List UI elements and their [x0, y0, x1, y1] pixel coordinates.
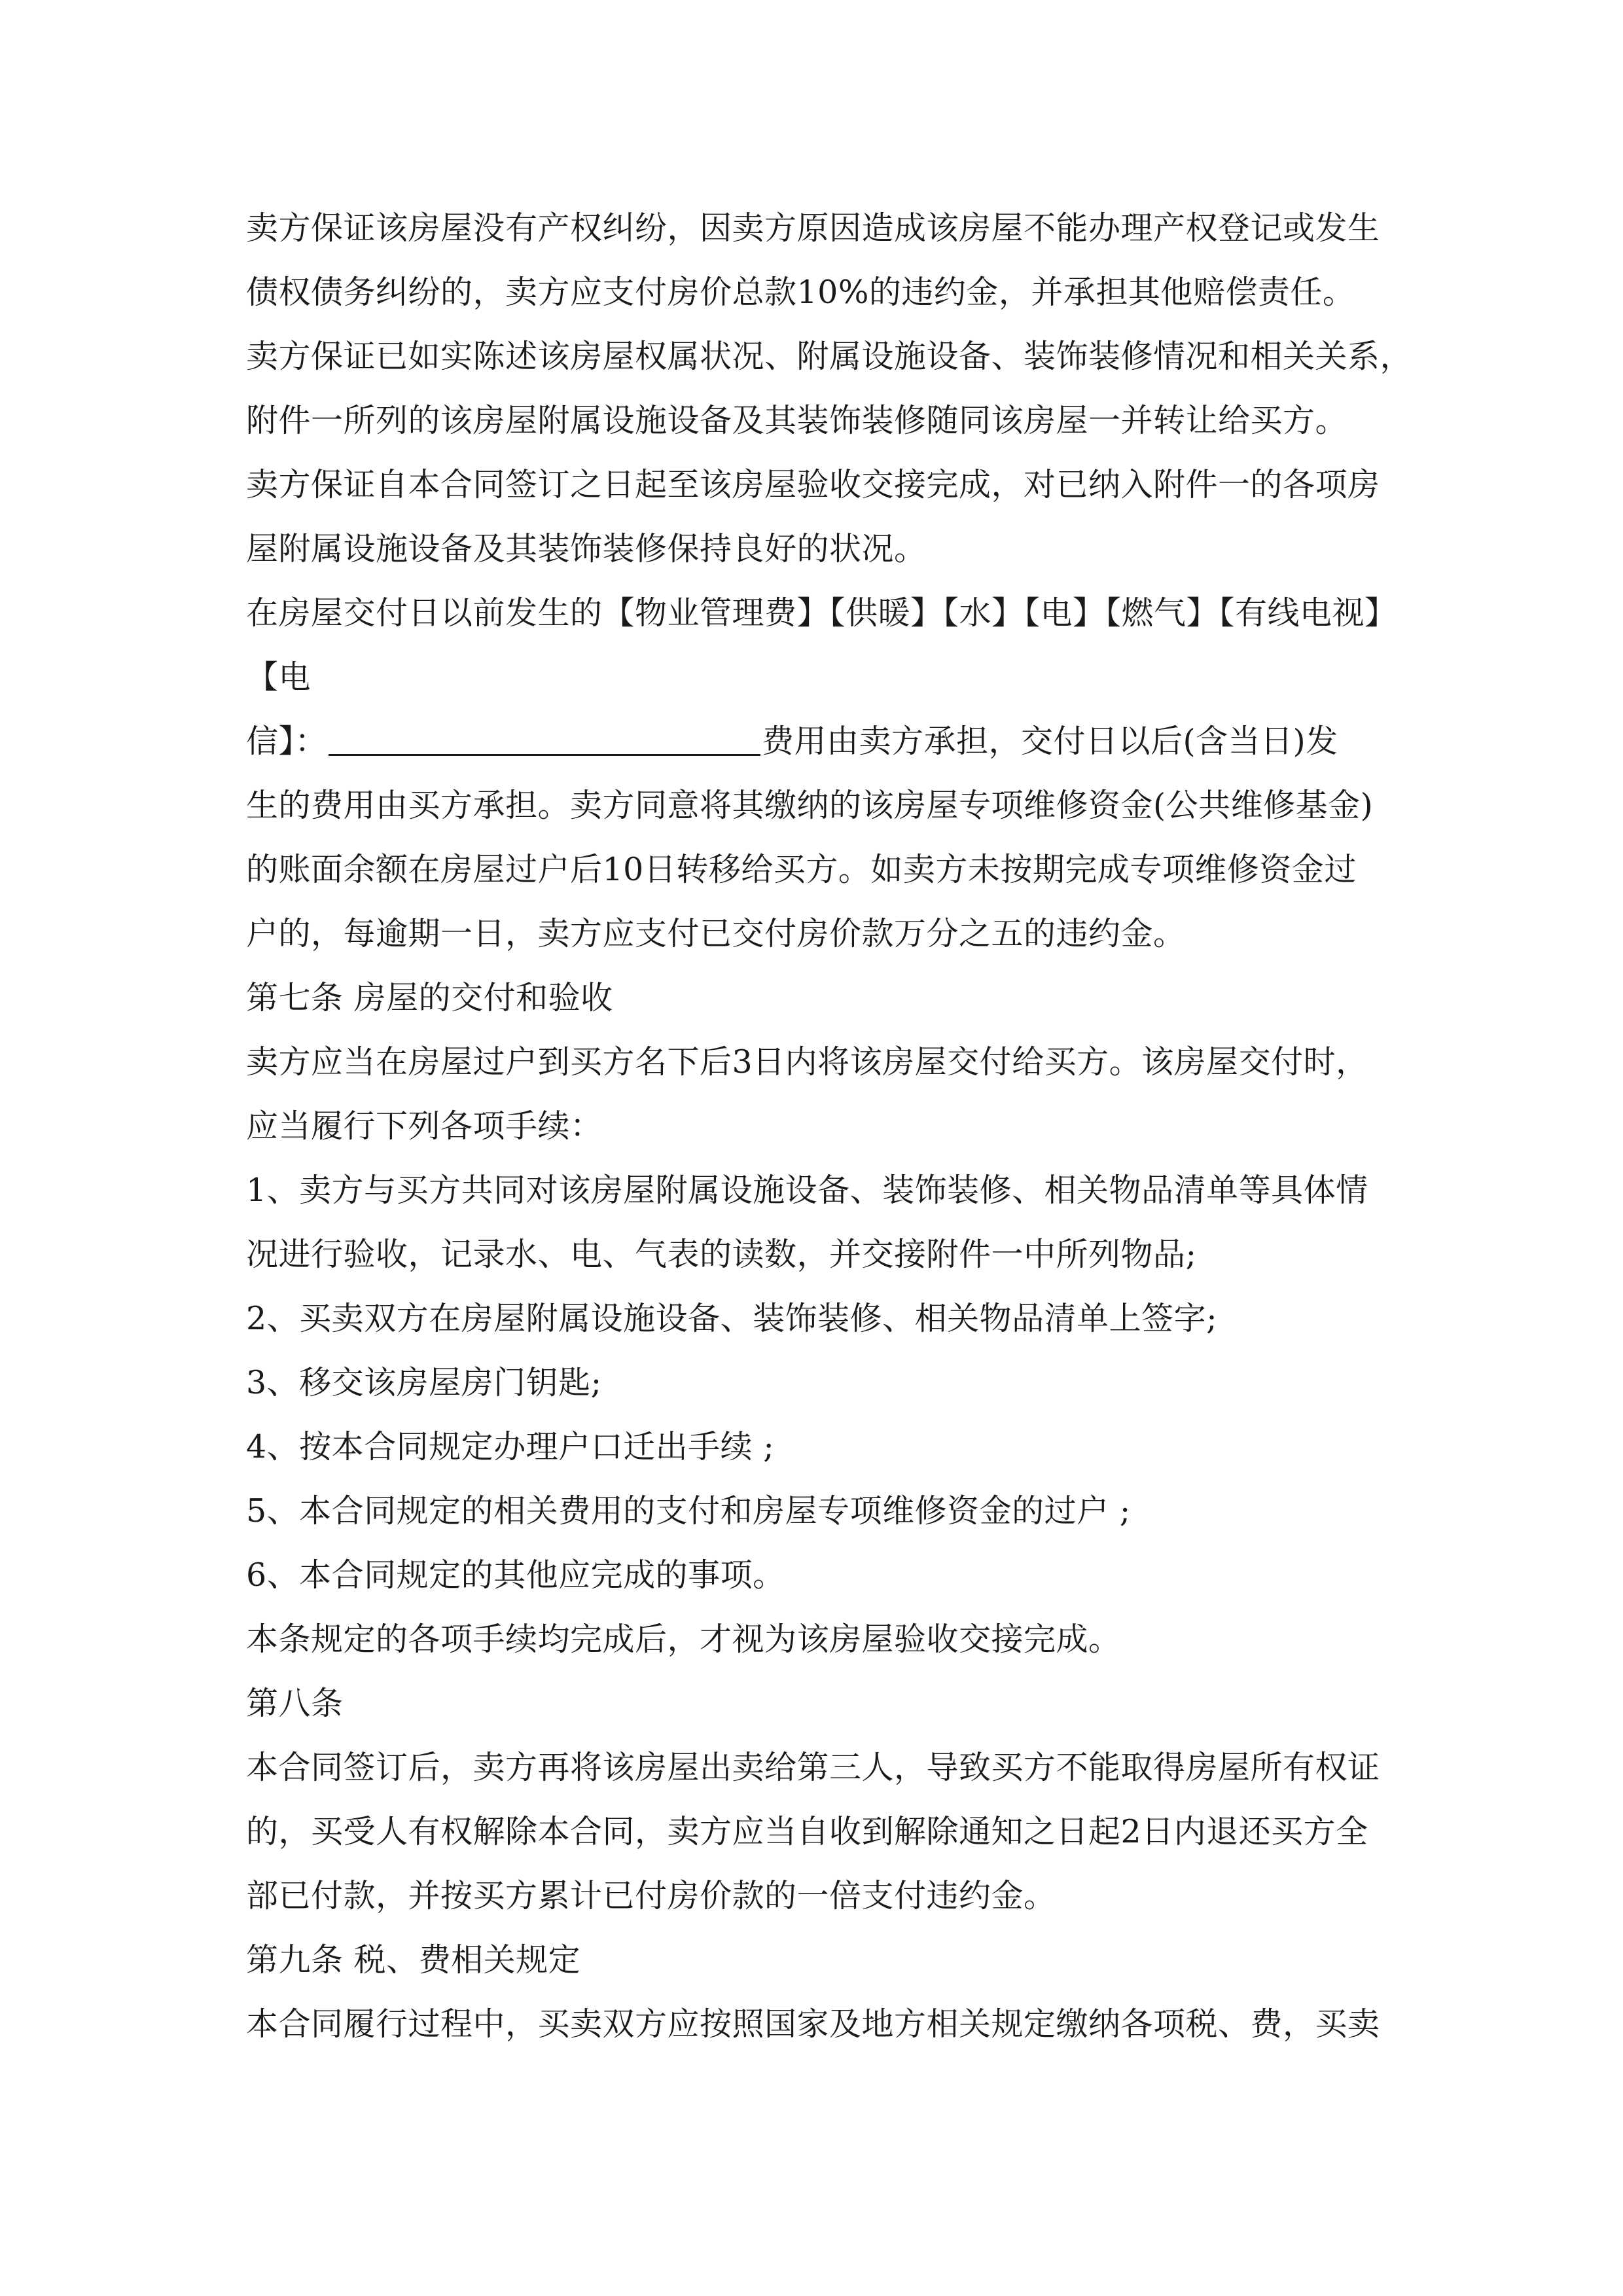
paragraph-line: 本合同签订后，卖方再将该房屋出卖给第三人，导致买方不能取得房屋所有权证 — [246, 1749, 1380, 1786]
paragraph-line: 屋附属设施设备及其装饰装修保持良好的状况。 — [246, 530, 927, 567]
list-item: 5、本合同规定的相关费用的支付和房屋专项维修资金的过户 ; — [246, 1492, 1131, 1530]
paragraph-line: 卖方保证该房屋没有产权纠纷，因卖方原因造成该房屋不能办理产权登记或发生 — [246, 209, 1380, 247]
fee-line — [246, 709, 1431, 774]
paragraph-line: 卖方保证自本合同签订之日起至该房屋验收交接完成，对已纳入附件一的各项房 — [246, 466, 1380, 503]
paragraph-line: 应当履行下列各项手续： — [246, 1107, 603, 1145]
list-item: 6、本合同规定的其他应完成的事项。 — [246, 1556, 785, 1594]
list-item: 4、按本合同规定办理户口迁出手续 ; — [246, 1428, 775, 1465]
fee-line-suffix: 费用由卖方承担，交付日以后(含当日)发 — [762, 723, 1338, 760]
list-item: 2、买卖双方在房屋附属设施设备、装饰装修、相关物品清单上签字; — [246, 1300, 1218, 1337]
paragraph-line: 的账面余额在房屋过户后10日转移给买方。如卖方未按期完成专项维修资金过 — [246, 851, 1357, 888]
list-item: 1、卖方与买方共同对该房屋附属设施设备、装饰装修、相关物品清单等具体情 — [246, 1172, 1368, 1209]
paragraph-line: 卖方保证已如实陈述该房屋权属状况、附属设施设备、装饰装修情况和相关关系， — [246, 338, 1413, 375]
fee-line-prefix: 信】： — [246, 723, 328, 760]
paragraph-line: 本条规定的各项手续均完成后，才视为该房屋验收交接完成。 — [246, 1621, 1121, 1658]
document-page — [246, 196, 1431, 2056]
section-heading: 第八条 — [246, 1685, 344, 1722]
list-item-continuation: 况进行验收，记录水、电、气表的读数，并交接附件一中所列物品; — [246, 1236, 1197, 1273]
paragraph-line: 户的，每逾期一日，卖方应支付已交付房价款万分之五的违约金。 — [246, 915, 1186, 952]
paragraph-line: 部已付款，并按买方累计已付房价款的一倍支付违约金。 — [246, 1877, 1056, 1914]
paragraph-line: 卖方应当在房屋过户到买方名下后3日内将该房屋交付给买方。该房屋交付时， — [246, 1043, 1368, 1081]
paragraph-line: 债权债务纠纷的，卖方应支付房价总款10%的违约金，并承担其他赔偿责任。 — [246, 274, 1355, 311]
paragraph-line: 生的费用由买方承担。卖方同意将其缴纳的该房屋专项维修资金(公共维修基金) — [246, 787, 1374, 824]
fill-in-blank[interactable] — [329, 725, 760, 756]
paragraph-line: 附件一所列的该房屋附属设施设备及其装饰装修随同该房屋一并转让给买方。 — [246, 402, 1348, 439]
section-heading: 第七条 房屋的交付和验收 — [246, 979, 613, 1016]
paragraph-line: 【电 — [246, 658, 312, 696]
paragraph-line: 在房屋交付日以前发生的【物业管理费】【供暖】【水】【电】【燃气】【有线电视】 — [246, 594, 1397, 632]
paragraph-line: 本合同履行过程中，买卖双方应按照国家及地方相关规定缴纳各项税、费，买卖 — [246, 2005, 1380, 2043]
list-item: 3、移交该房屋房门钥匙; — [246, 1364, 602, 1401]
paragraph-line: 的，买受人有权解除本合同，卖方应当自收到解除通知之日起2日内退还买方全 — [246, 1813, 1368, 1850]
section-heading: 第九条 税、费相关规定 — [246, 1941, 581, 1979]
